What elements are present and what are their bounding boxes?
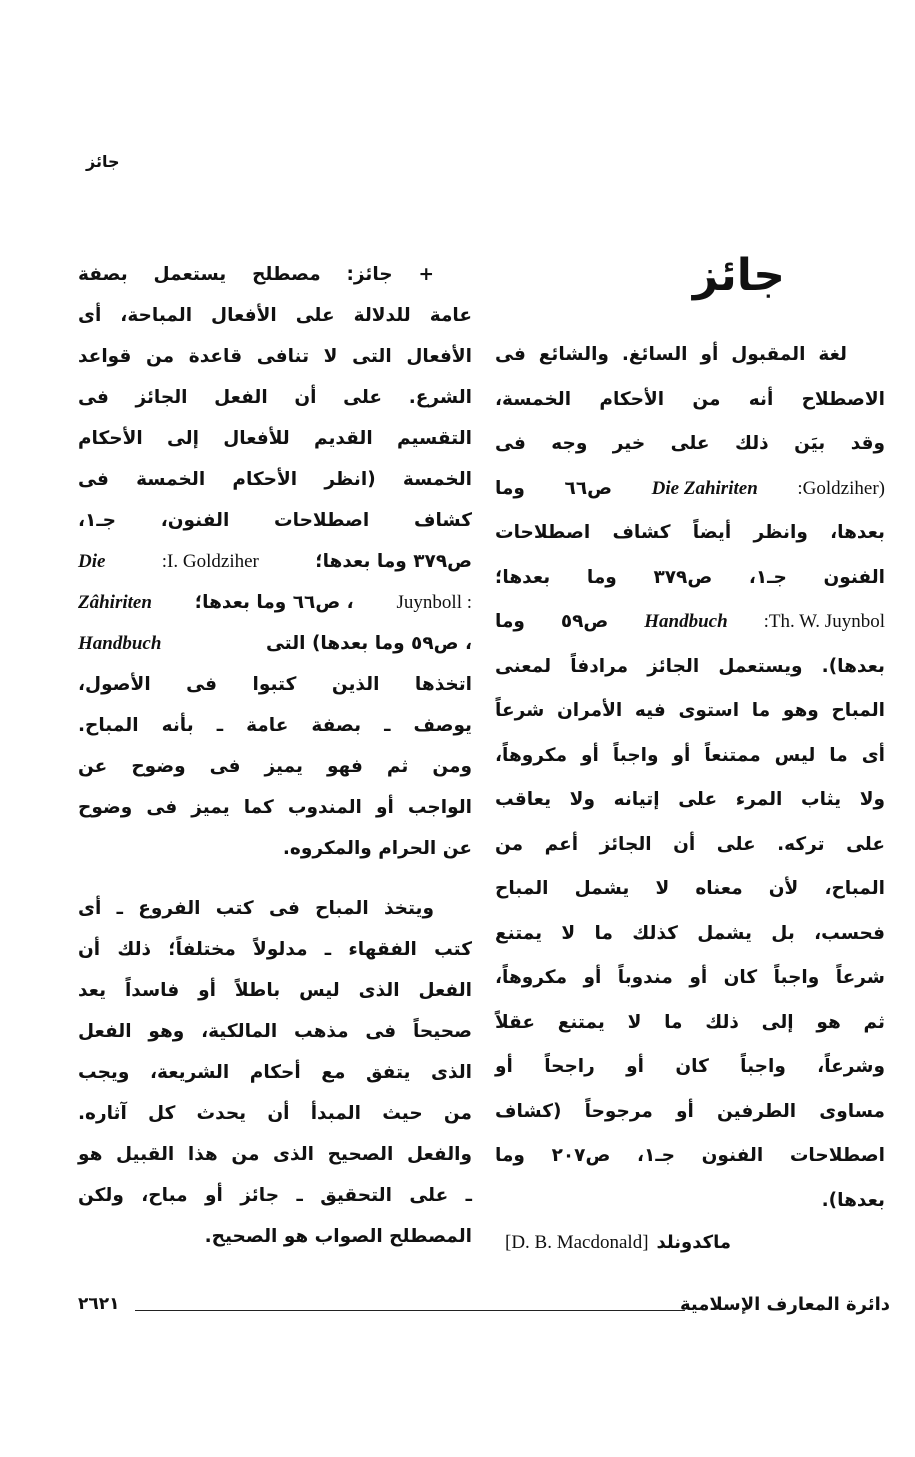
text-line: عن الحرام والمكروه. — [282, 838, 472, 859]
latin-reference: :Goldziher) — [797, 477, 885, 499]
arabic-segment: ص٥٩ — [560, 611, 609, 632]
text-line: وقد بيَن ذلك على خير وجه فى — [495, 433, 885, 454]
text-line: اتخذها الذين كتبوا فى الأصول، — [78, 674, 472, 695]
text-line: شرعاً واجباً كان أو مندوباً أو مكروهاً، — [495, 967, 885, 988]
text-line: لغة المقبول أو السائغ. والشائع فى — [495, 344, 847, 365]
text-line — [495, 600, 885, 645]
footer-title: دائرة المعارف الإسلامية — [679, 1294, 890, 1315]
text-line: ـ على التحقيق ـ جائز أو مباح، ولكن — [78, 1185, 472, 1206]
text-line: المصطلح الصواب هو الصحيح. — [204, 1226, 472, 1247]
latin-reference: Die Zahiriten — [651, 477, 758, 499]
text-line — [78, 623, 472, 664]
arabic-segment: وما — [495, 611, 525, 632]
text-line: المباح، لأن معناه لا يشمل المباح — [495, 878, 885, 899]
latin-reference: Handbuch — [644, 611, 728, 632]
latin-reference: :Th. W. Juynbol — [763, 611, 885, 632]
arabic-segment: وما — [495, 477, 525, 499]
text-line: + جائز: مصطلح يستعمل بصفة — [78, 264, 434, 285]
paragraph-gap — [78, 869, 472, 888]
arabic-segment: ص٣٧٩ وما بعدها؛ — [315, 551, 472, 572]
text-line: كتب الفقهاء ـ مدلولاً مختلفاً؛ ذلك أن — [78, 939, 472, 960]
text-line: المباح وهو ما استوى فيه الأمران شرعاً — [495, 700, 885, 721]
latin-reference: Zâhiriten — [78, 592, 152, 613]
article-title: جائز — [692, 250, 785, 301]
text-line: ويتخذ المباح فى كتب الفروع ـ أى — [78, 898, 434, 919]
author-signature — [505, 1232, 731, 1254]
text-line: الفعل الذى ليس باطلاً أو فاسداً يعد — [78, 980, 472, 1001]
page-number: ٢٦٢١ — [78, 1294, 120, 1314]
text-line: الأفعال التى لا تنافى قاعدة من قواعد — [78, 346, 472, 367]
text-line: اصطلاحات الفنون جـ١، ص٢٠٧ وما — [495, 1145, 885, 1166]
text-line: الاصطلاح أنه من الأحكام الخمسة، — [495, 388, 885, 410]
latin-reference: Handbuch — [78, 633, 162, 654]
text-line: مساوى الطرفين أو مرجوحاً (كشاف — [495, 1100, 885, 1122]
text-line: يوصف ـ بصفة عامة ـ بأنه المباح. — [78, 715, 472, 736]
text-line: التقسيم القديم للأفعال إلى الأحكام — [78, 428, 472, 449]
latin-reference: Die — [78, 551, 106, 572]
text-line — [495, 467, 885, 512]
signature-arabic: ماكدونلد — [656, 1232, 731, 1253]
latin-reference: :I. Goldziher — [161, 551, 259, 572]
text-line: ثم هو إلى ذلك ما لا يمتنع عقلاً — [495, 1011, 885, 1033]
text-line: بعدها، وانظر أيضاً كشاف اصطلاحات — [495, 522, 885, 543]
text-line: أى ما ليس ممتنعاً أو واجباً أو مكروهاً، — [495, 744, 885, 766]
text-line: ولا يثاب المرء على إتيانه ولا يعاقب — [495, 789, 885, 810]
text-line: الشرع. على أن الفعل الجائز فى — [78, 387, 472, 408]
text-line: من حيث المبدأ أن يحدث كل آثاره. — [78, 1103, 472, 1124]
left-column — [78, 254, 472, 1257]
footer-rule — [135, 1310, 685, 1311]
text-line: عامة للدلالة على الأفعال المباحة، أى — [78, 305, 472, 326]
latin-reference: Juynboll : — [396, 592, 472, 613]
signature-latin: [D. B. Macdonald] — [505, 1232, 649, 1253]
text-line: على تركه. على أن الجائز أعم من — [495, 833, 885, 855]
text-line: صحيحاً فى مذهب المالكية، وهو الفعل — [78, 1021, 472, 1042]
text-line: كشاف اصطلاحات الفنون، جـ١، — [78, 510, 472, 531]
arabic-segment: ص٦٦ — [564, 477, 613, 499]
text-line: الواجب أو المندوب كما يميز فى وضوح — [78, 797, 472, 818]
text-line — [78, 541, 472, 582]
right-column — [495, 333, 885, 1223]
text-line: بعدها). — [821, 1189, 885, 1211]
text-line: الفنون جـ١، ص٣٧٩ وما بعدها؛ — [495, 566, 886, 588]
arabic-segment: ، ص٥٩ وما بعدها) التى — [265, 633, 472, 654]
text-line — [78, 582, 472, 623]
text-line: والفعل الصحيح الذى من هذا القبيل هو — [78, 1144, 472, 1165]
text-line: الذى يتفق مع أحكام الشريعة، ويجب — [78, 1062, 472, 1083]
running-head: جائز — [86, 152, 120, 171]
text-line: وشرعاً، واجباً كان أو راجحاً أو — [495, 1056, 885, 1077]
arabic-segment: ، ص٦٦ وما بعدها؛ — [194, 592, 354, 613]
text-line: الخمسة (انظر الأحكام الخمسة فى — [78, 469, 472, 490]
text-line: فحسب، بل يشمل كذلك ما لا يمتنع — [495, 922, 885, 944]
text-line: ومن ثم فهو يميز فى وضوح عن — [78, 756, 472, 777]
text-line: بعدها). ويستعمل الجائز مرادفاً لمعنى — [495, 655, 885, 677]
